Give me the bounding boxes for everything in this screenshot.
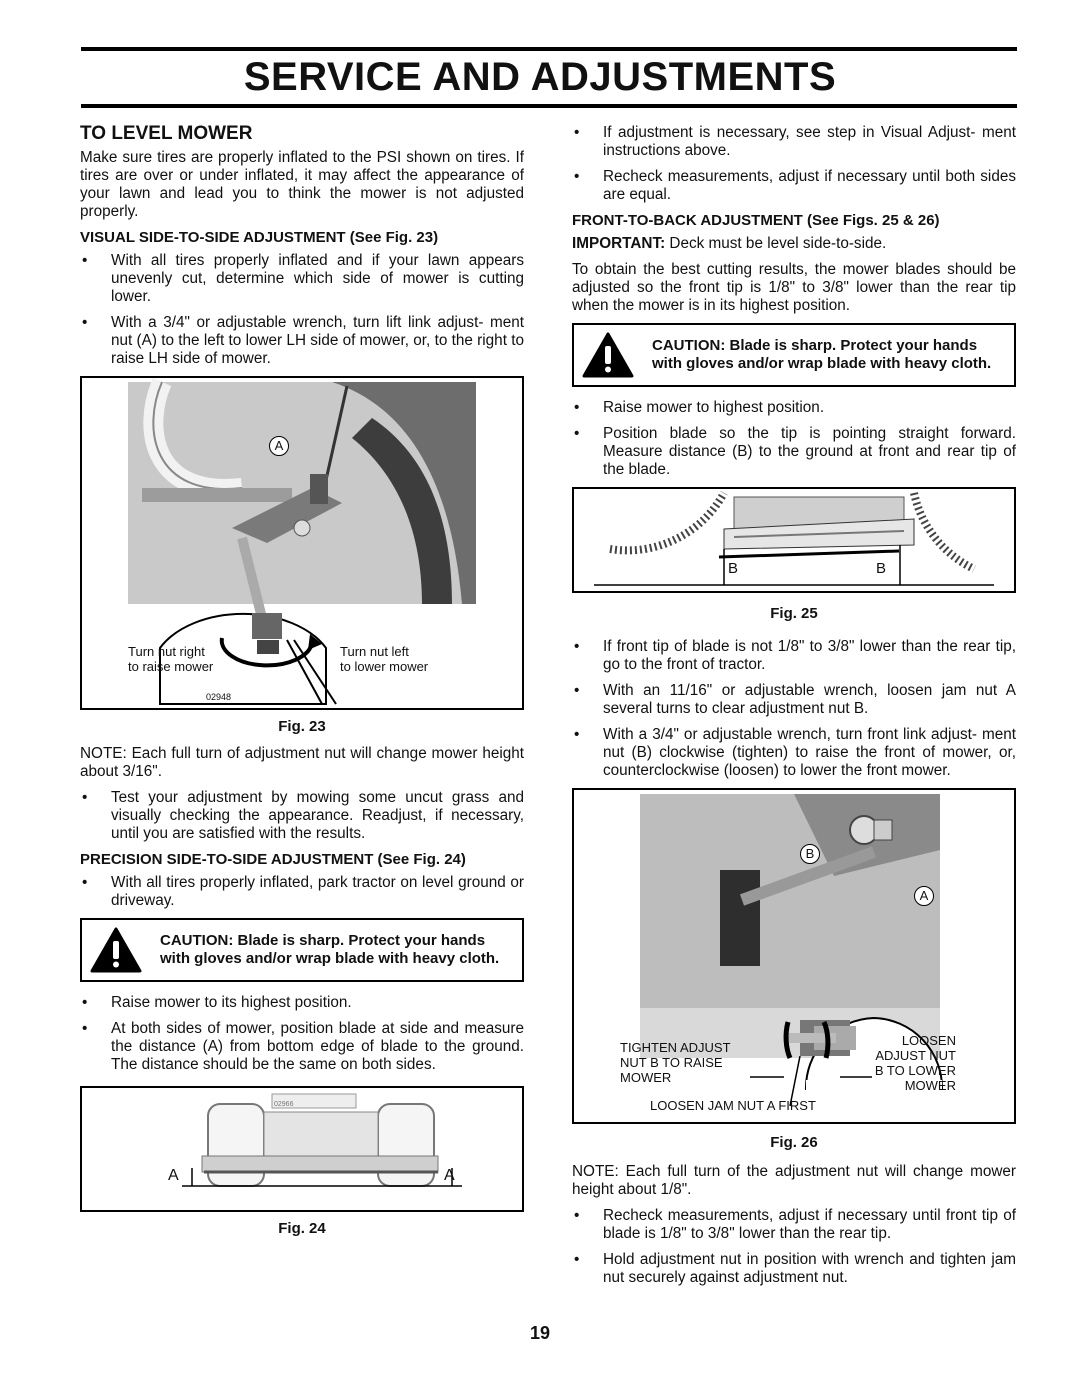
list-item: • Recheck measurements, adjust if necessary until both sides are equal. xyxy=(572,168,1016,204)
title-rule xyxy=(81,104,1017,108)
figure-23 xyxy=(80,376,524,710)
important-paragraph xyxy=(572,235,1016,253)
figure-23-caption: Fig. 23 xyxy=(278,718,326,735)
caution-text: CAUTION: Blade is sharp. Protect your hands with gloves and/or wrap blade with heavy cloth. xyxy=(652,337,992,372)
front-to-back-heading: FRONT-TO-BACK ADJUSTMENT (See Figs. 25 & 26) xyxy=(572,212,940,229)
list-item: • With an 11/16" or adjustable wrench, loosen jam nut A several turns to clear adjustment nut B. xyxy=(572,682,1016,718)
turn-right-label: Turn nut right to raise mower xyxy=(128,644,214,674)
page-title: SERVICE AND ADJUSTMENTS xyxy=(243,55,837,99)
warning-triangle-icon xyxy=(582,331,634,379)
caution-box xyxy=(80,918,524,982)
raise-bullets xyxy=(80,994,524,1074)
list-item: • If adjustment is necessary, see step in Visual Adjust- ment instructions above. xyxy=(572,124,1016,160)
callout-b-rear: B xyxy=(876,560,887,577)
precision-bullets xyxy=(80,874,524,910)
caution-text: CAUTION: Blade is sharp. Protect your hands with gloves and/or wrap blade with heavy cloth. xyxy=(160,932,500,967)
note-paragraph: NOTE: Each full turn of adjustment nut will change mower height about 3/16". xyxy=(80,745,524,780)
left-column xyxy=(80,118,524,1247)
warning-triangle-icon xyxy=(90,926,142,974)
right-column xyxy=(572,118,1016,1295)
figure-25 xyxy=(572,487,1016,593)
figure-26 xyxy=(572,788,1016,1124)
callout-a-left: A xyxy=(168,1167,179,1184)
callout-a-right: A xyxy=(444,1167,455,1184)
loosen-label: LOOSEN ADJUST NUT B TO LOWER MOWER xyxy=(874,1033,956,1093)
figure-26-caption: Fig. 26 xyxy=(770,1134,818,1151)
turn-left-label: Turn nut left to lower mower xyxy=(340,644,429,674)
caution-box xyxy=(572,323,1016,387)
page-number: 19 xyxy=(529,1323,551,1343)
obtain-paragraph: To obtain the best cutting results, the mower blades should be adjusted so the front tip is 1/8" to 3/8" lower than the rear tip when the mower is in its highest position. xyxy=(572,261,1016,314)
top-rule xyxy=(81,47,1017,51)
important-label: IMPORTANT: xyxy=(572,235,666,252)
jam-nut-label: LOOSEN JAM NUT A FIRST xyxy=(650,1098,816,1113)
list-item: • Position blade so the tip is pointing straight forward. Measure distance (B) to the ground at front and rear tip of the blade. xyxy=(572,425,1016,479)
list-item: • Raise mower to its highest position. xyxy=(80,994,524,1012)
mower-front-illustration xyxy=(82,1088,522,1210)
visual-adjustment-heading: VISUAL SIDE-TO-SIDE ADJUSTMENT (See Fig. 23) xyxy=(80,229,439,246)
list-item: • At both sides of mower, position blade at side and measure the distance (A) from bottom edge of blade to the ground. The distance should be the same on both sides. xyxy=(80,1020,524,1074)
callout-a: A xyxy=(914,886,934,906)
top-bullets xyxy=(572,124,1016,204)
figure-code: 02966 xyxy=(274,1101,294,1108)
tighten-label: TIGHTEN ADJUST NUT B TO RAISE MOWER xyxy=(620,1040,731,1085)
list-item: • Hold adjustment nut in position with wrench and tighten jam nut securely against adjustment nut. xyxy=(572,1251,1016,1287)
list-item: • Recheck measurements, adjust if necessary until front tip of blade is 1/8" to 3/8" lower than the rear tip. xyxy=(572,1207,1016,1243)
list-item: • Test your adjustment by mowing some uncut grass and visually checking the appearance. Readjust, if necessary, until you are satisfied with the results. xyxy=(80,789,524,843)
precision-adjustment-heading: PRECISION SIDE-TO-SIDE ADJUSTMENT (See Fig. 24) xyxy=(80,851,466,868)
figure-24-caption: Fig. 24 xyxy=(278,1220,326,1237)
figure-code: 02948 xyxy=(206,692,232,702)
visual-bullets xyxy=(80,252,524,368)
figure-24 xyxy=(80,1086,524,1212)
figure-25-caption: Fig. 25 xyxy=(770,605,818,622)
test-bullets xyxy=(80,789,524,843)
list-item: • Raise mower to highest position. xyxy=(572,399,1016,417)
end-bullets xyxy=(572,1207,1016,1287)
front-bullets xyxy=(572,638,1016,780)
list-item: • If front tip of blade is not 1/8" to 3/8" lower than the rear tip, go to the front of tractor. xyxy=(572,638,1016,674)
list-item: • With all tires properly inflated, park tractor on level ground or driveway. xyxy=(80,874,524,910)
note-paragraph: NOTE: Each full turn of the adjustment nut will change mower height about 1/8". xyxy=(572,1163,1016,1198)
intro-paragraph: Make sure tires are properly inflated to the PSI shown on tires. If tires are over or under inflated, it may affect the appearance of your lawn and lead you to think the mower is not adjusted properly. xyxy=(80,149,524,220)
important-text: Deck must be level side-to-side. xyxy=(665,235,887,252)
list-item: • With a 3/4" or adjustable wrench, turn lift link adjust- ment nut (A) to the left to lower LH side of mower, or, to the right to raise LH side of mower. xyxy=(80,314,524,368)
callout-b: B xyxy=(800,844,820,864)
callout-a: A xyxy=(269,436,289,456)
position-bullets xyxy=(572,399,1016,479)
section-heading: TO LEVEL MOWER xyxy=(80,123,253,144)
list-item: • With all tires properly inflated and if your lawn appears unevenly cut, determine which side of mower is cutting lower. xyxy=(80,252,524,306)
blade-side-illustration xyxy=(574,489,1014,591)
list-item: • With a 3/4" or adjustable wrench, turn front link adjust- ment nut (B) clockwise (tighten) to raise the front of mower, or, counterclockwise (loosen) to lower the front mower. xyxy=(572,726,1016,780)
callout-b-front: B xyxy=(728,560,739,577)
